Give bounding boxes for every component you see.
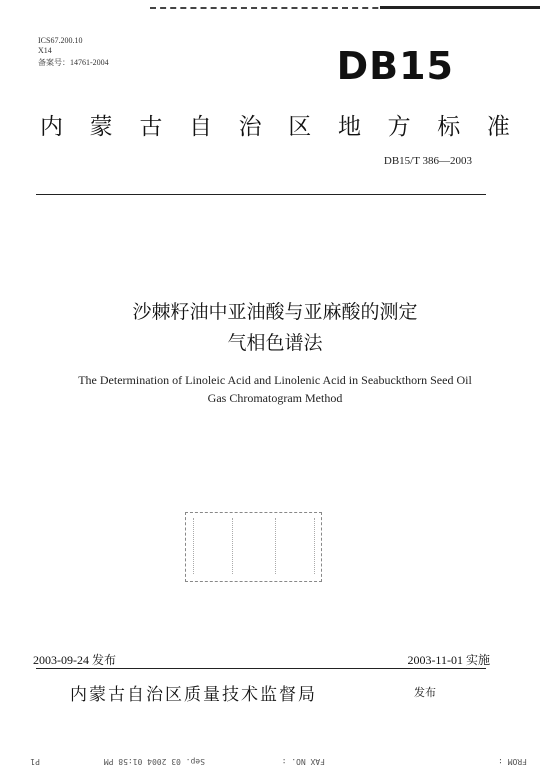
authority-char: 准 <box>486 114 510 140</box>
standard-code: DB15 <box>336 44 454 88</box>
standard-authority <box>40 108 510 141</box>
english-title-line1: The Determination of Linoleic Acid and Linolenic Acid in Seabuckthorn Seed Oil <box>78 373 472 387</box>
issue-date: 2003-09-24 发布 <box>33 653 116 667</box>
fax-page: P1 <box>30 757 40 766</box>
ics-code: ICS67.200.10 <box>38 36 83 45</box>
fax-header-strip <box>20 752 535 768</box>
stamp-column <box>193 518 233 574</box>
authority-char: 古 <box>139 114 163 140</box>
record-number: 备案号：14761-2004 <box>38 58 109 67</box>
effective-date: 2003-11-01 实施 <box>407 653 490 667</box>
english-title-line2: Gas Chromatogram Method <box>207 391 343 405</box>
authority-char: 方 <box>387 114 411 140</box>
authority-char: 内 <box>40 114 63 140</box>
authority-char: 自 <box>188 114 212 140</box>
faded-stamp <box>185 512 322 582</box>
chinese-title-line2: 气相色谱法 <box>227 332 323 354</box>
authority-char: 区 <box>288 114 312 140</box>
fax-datetime: Sep. 03 2004 01:58 PM <box>103 757 205 766</box>
authority-char: 治 <box>238 114 262 140</box>
chinese-title-line1: 沙棘籽油中亚油酸与亚麻酸的测定 <box>132 301 418 323</box>
fax-from: FROM : <box>498 757 527 766</box>
issuing-suffix: 发布 <box>414 686 436 699</box>
top-scan-bar <box>380 6 540 9</box>
footer-divider <box>36 668 486 669</box>
authority-char: 蒙 <box>89 114 113 140</box>
standard-number: DB15/T 386—2003 <box>383 155 472 167</box>
header-divider <box>36 194 486 195</box>
issuing-authority: 内蒙古自治区质量技术监督局 <box>70 685 317 705</box>
stamp-column <box>275 518 315 574</box>
fax-number: FAX NO. : <box>281 757 325 766</box>
authority-char: 地 <box>337 114 361 140</box>
classification-code: X14 <box>38 46 52 55</box>
authority-char: 标 <box>437 114 461 140</box>
